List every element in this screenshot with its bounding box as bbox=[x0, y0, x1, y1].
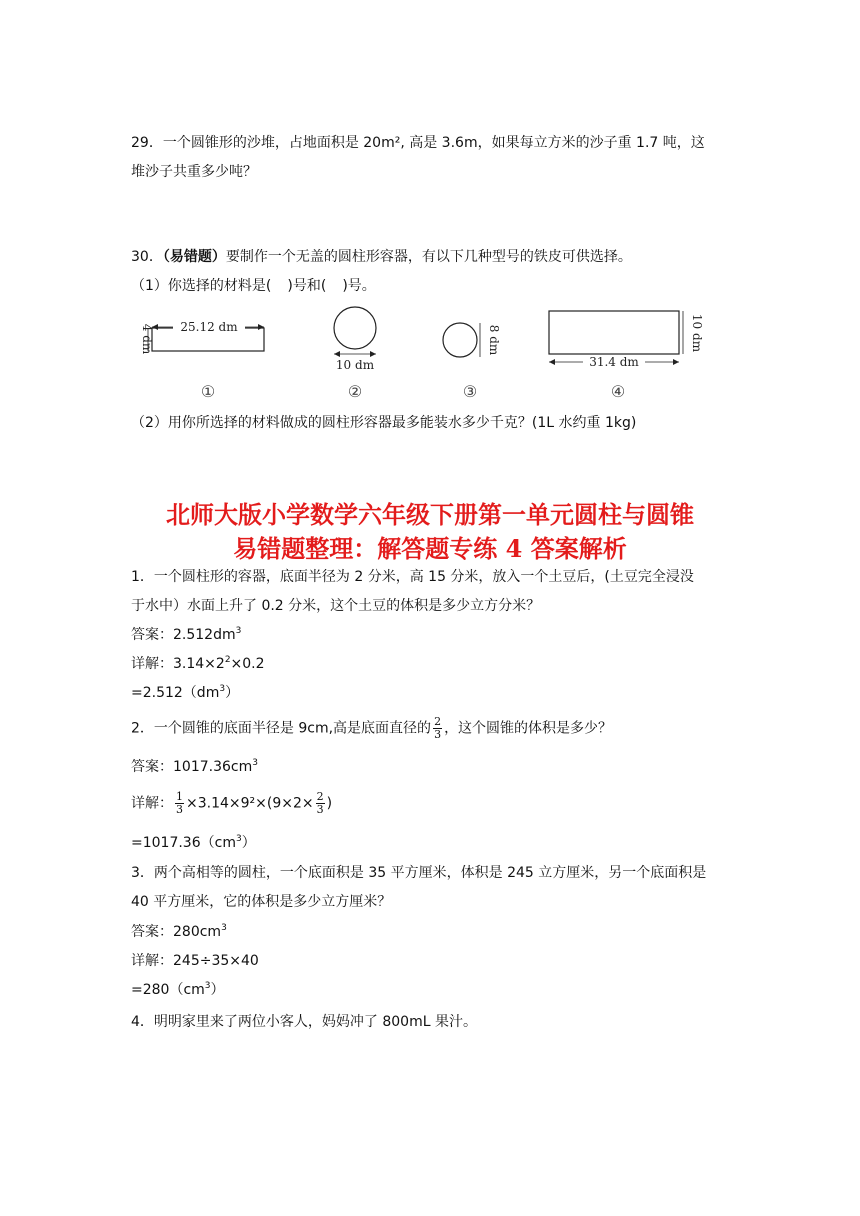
q30-sub1 bbox=[131, 276, 376, 296]
q30-sub1-a: （1）你选择的材料是( bbox=[131, 278, 272, 294]
figure-1-height-label: 4 dm bbox=[140, 323, 154, 355]
figure-1-width-label: 25.12 dm bbox=[180, 320, 238, 334]
a2-question: 2．一个圆锥的底面半径是 9cm,高是底面直径的 $\frac{2}{3}$ ，这个圆锥的体积是多少？ bbox=[131, 715, 613, 741]
a2-detail: 详解： $\frac{1}{3}$ ×3.14×9²×(9×2× $\frac{2}{3}$ ) bbox=[131, 790, 333, 816]
figure-2-circle bbox=[334, 307, 376, 349]
a3-answer: 答案：$280cm^3$ bbox=[131, 923, 227, 940]
a4-question-line1: 4．明明家里来了两位小客人，妈妈冲了 800mL 果汁。 bbox=[131, 1014, 477, 1030]
figure-2-label: 10 dm bbox=[335, 358, 375, 372]
q30-sub2: （2）用你所选择的材料做成的圆柱形容器最多能装水多少千克？(1L 水约重 1kg) bbox=[131, 415, 637, 431]
figure-4-arrow-right bbox=[673, 359, 679, 365]
figure-2-arrow-right bbox=[370, 351, 376, 357]
q30-number: 30． bbox=[131, 249, 163, 265]
figure-1-number: ① bbox=[200, 382, 216, 401]
q30-sub1-b: )号和( bbox=[287, 278, 327, 294]
q29-line2: 堆沙子共重多少吨？ bbox=[131, 164, 257, 180]
figure-4-arrow-left bbox=[549, 359, 555, 365]
q30-stem: 要制作一个无盖的圆柱形容器，有以下几种型号的铁皮可供选择。 bbox=[225, 249, 632, 265]
figure-3-label: 8 dm bbox=[487, 324, 501, 356]
figure-3 bbox=[443, 323, 501, 401]
fraction-one-third: $\frac{1}{3}$ bbox=[176, 790, 183, 816]
a1-answer: 答案：$2.512dm^3$ bbox=[131, 626, 242, 643]
a2-answer: 答案：$1017.36cm^3$ bbox=[131, 758, 258, 775]
a1-question-line1: 1．一个圆柱形的容器，底面半径为 2 分米，高 15 分米，放入一个土豆后，(土豆完全浸没 bbox=[131, 569, 694, 585]
a1-detail: 详解：$3.14\times 2^2\times 0.2$ bbox=[131, 655, 265, 672]
figure-4-height-label: 10 dm bbox=[690, 313, 704, 353]
figure-4-width-label: 31.4 dm bbox=[589, 355, 639, 369]
fraction-two-thirds-detail: $\frac{2}{3}$ bbox=[316, 790, 324, 816]
section-title-line1: 北师大版小学数学六年级下册第一单元圆柱与圆锥 bbox=[166, 500, 694, 529]
figure-1-arrow-right bbox=[258, 324, 264, 330]
a3-detail: 详解：245÷35×40 bbox=[131, 953, 259, 969]
section-title-line2: 易错题整理：解答题专练 4 答案解析 bbox=[233, 534, 627, 563]
figure-4-rect bbox=[549, 311, 679, 354]
q29-line1: 29．一个圆锥形的沙堆，占地面积是 20m², 高是 3.6m，如果每立方米的沙子重 1.7 吨，这 bbox=[131, 135, 705, 151]
figure-2-arrow-left bbox=[334, 351, 340, 357]
a3-result: $=280(cm^3)$ bbox=[131, 981, 225, 998]
q30-stem-line bbox=[131, 247, 632, 267]
material-figures bbox=[128, 303, 718, 403]
figure-2-number: ② bbox=[347, 382, 363, 401]
a1-question-line2: 于水中）水面上升了 0.2 分米，这个土豆的体积是多少立方分米？ bbox=[131, 598, 541, 614]
a3-question-line2: 40 平方厘米，它的体积是多少立方厘米？ bbox=[131, 894, 392, 910]
figure-4-number: ④ bbox=[610, 382, 626, 401]
figures-svg bbox=[128, 303, 718, 403]
figure-1 bbox=[140, 319, 264, 401]
q30-tag: （易错题） bbox=[162, 249, 226, 265]
figure-2 bbox=[334, 307, 376, 401]
a3-question-line1: 3．两个高相等的圆柱，一个底面积是 35 平方厘米，体积是 245 立方厘米，另一个底面积是 bbox=[131, 865, 707, 881]
a1-result: $=2.512(dm^3)$ bbox=[131, 684, 240, 701]
figure-4 bbox=[549, 311, 704, 401]
fraction-two-thirds: $\frac{2}{3}$ bbox=[434, 715, 442, 741]
a2-result: $=1017.36(cm^3)$ bbox=[131, 834, 256, 851]
figure-3-number: ③ bbox=[462, 382, 478, 401]
figure-3-circle bbox=[443, 323, 477, 357]
q30-sub1-c: )号。 bbox=[342, 278, 376, 294]
